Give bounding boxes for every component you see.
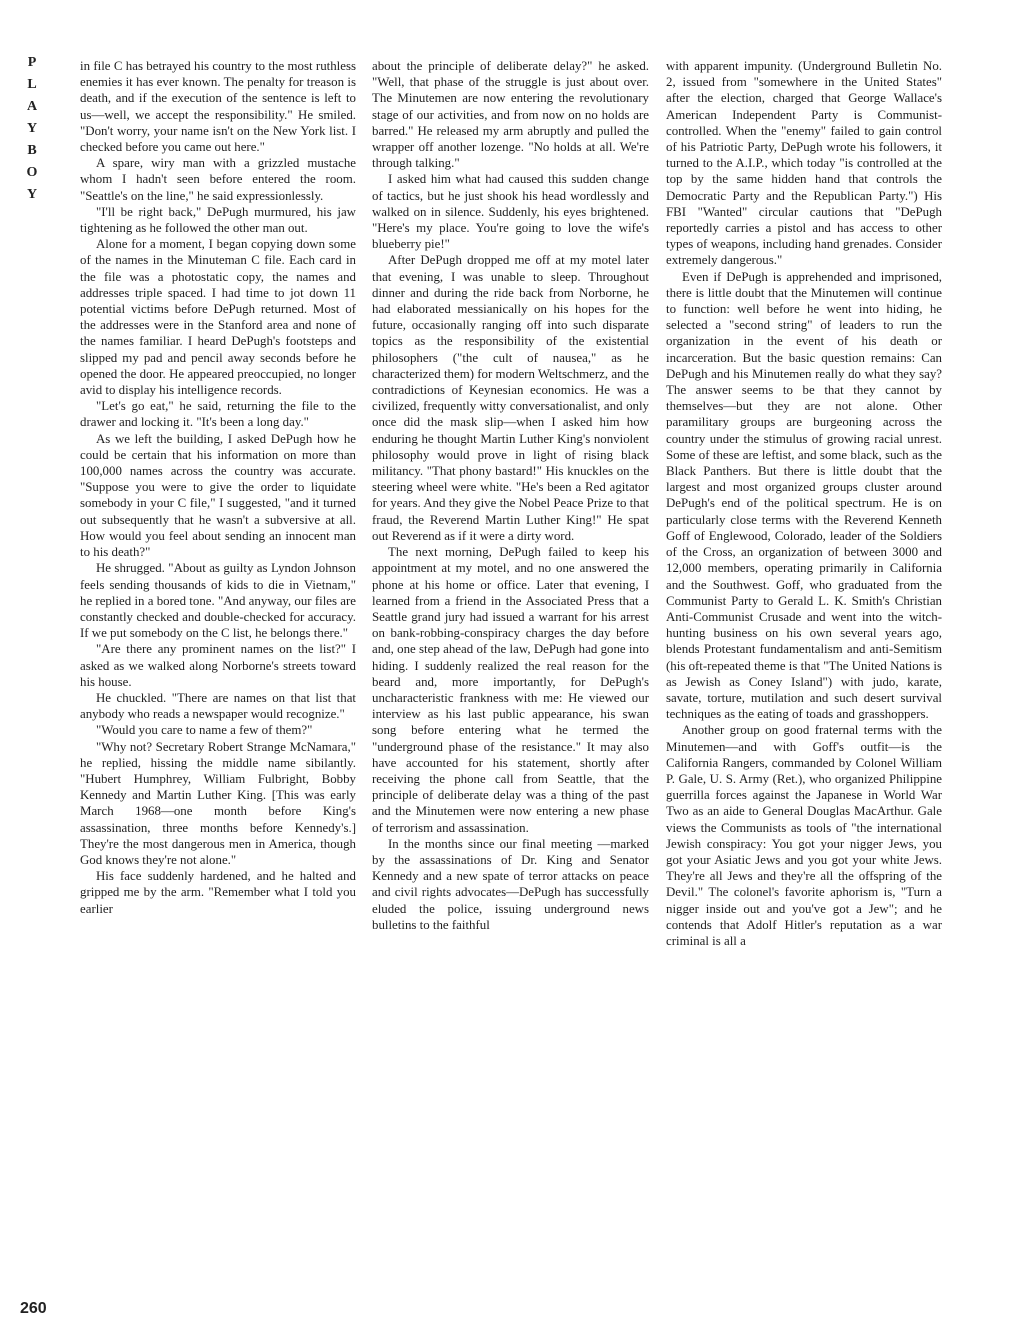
paragraph: The next morning, DePugh failed to keep his appointment at my motel, and no one answered the phone at his home or office. Later that evening, I learned from a friend in the Associated Press that a Seattle grand jury had issued a warrant for his arrest on bank-robbing-conspiracy charges the day before and, one step ahead of the law, DePugh had gone into hiding. I suddenly realized the real reason for the beard and, more importantly, for DePugh's uncharacteristic frankness with me: He viewed our interview as his last public appearance, his swan song before entering what he termed the "underground phase of the resistance." It may also have accounted for his statement, shortly after receiving the phone call from Seattle, that the principle of deliberate delay was a thing of the past and the Minutemen were now entering a new phase of terrorism and assassination. (372, 545, 649, 835)
paragraph: "Let's go eat," he said, returning the file to the drawer and locking it. "It's been a long day." (80, 399, 356, 430)
paragraph: After DePugh dropped me off at my motel later that evening, I was unable to sleep. Throughout dinner and during the ride back from Norborne, he had elaborated messianically on his hopes for the future, occasionally ranging off into such disparate topics as the responsibility of the existential philosophers ("the cult of nausea," as he characterized them) for modern Weltschmerz, and the contradictions of Keynesian economics. He was a civilized, frequently witty conversationalist, and only once did the mask slip—when I asked him how enduring he thought Martin Luther King's nonviolent philosophy would prove in light of rising black militancy. "That phony bastard!" His knuckles on the steering wheel were white. "He's been a Red agitator for years. And they give the Nobel Peace Prize to that fraud, the Reverend Martin Luther King!" He spat out Reverend as if it were a dirty word. (372, 253, 649, 543)
running-head-magazine: P L A Y B O Y (26, 55, 38, 202)
paragraph: In the months since our final meeting —marked by the assassinations of Dr. King and Senator Kennedy and a new spate of terror attacks on peace and civil rights advocates—DePugh has successfully eluded the police, issuing underground news bulletins to the faithful (372, 836, 649, 932)
text-column-1 (80, 58, 356, 1308)
paragraph: "Would you care to name a few of them?" (96, 723, 313, 738)
page-number: 260 (20, 1300, 47, 1317)
text-column-2 (372, 58, 649, 1308)
text-column-3 (666, 58, 942, 1308)
paragraph: As we left the building, I asked DePugh how he could be certain that his information on more than 100,000 names across the country was accurate. "Suppose you were to give the order to liquidate somebody in your C file," I suggested, "and it turned out subsequently that he wasn't a subversive at all. How would you feel about sending an innocent man to his death?" (80, 431, 356, 560)
paragraph: I asked him what had caused this sudden change of tactics, but he just shook his head wordlessly and walked on in silence. Suddenly, his eyes brightened. "Here's my place. You're going to love the wife's blueberry pie!" (372, 172, 649, 252)
paragraph: A spare, wiry man with a grizzled mustache whom I hadn't seen before entered the room. "Seattle's on the line," he said expressionlessly. (80, 156, 356, 203)
paragraph: Even if DePugh is apprehended and imprisoned, there is little doubt that the Minutemen will continue to function: well before he went into hiding, he selected a "second string" of leaders to run the organization in the event of his death or incarceration. But the basic question remains: Can DePugh and his Minutemen really do what they say? The answer seems to be that they cannot by themselves—but they are not alone. Other paramilitary groups are burgeoning across the country under the stimulus of growing racial unrest. Some of these are leftist, and some black, such as the Black Panthers. But there is little doubt that the largest and most organized groups cluster around DePugh's end of the political spectrum. He is on particularly close terms with the Reverend Kenneth Goff of Englewood, Colorado, leader of the Soldiers of the Cross, an organization of between 3000 and 12,000 members, operating primarily in California and the Southwest. Goff, who graduated from the Communist Party to Gerald L. K. Smith's Christian Anti-Communist Crusade and went into the witch-hunting business on his own several years ago, blends Protestant fundamentalism and anti-Semitism (his oft-repeated theme is that "The United Nations is as Jewish as Coney Island") with judo, karate, savate, torture, mutilation and such desert survival techniques as the eating of toads and grasshoppers. (666, 269, 942, 722)
paragraph: "I'll be right back," DePugh murmured, his jaw tightening as he followed the other man out. (80, 204, 356, 236)
paragraph: His face suddenly hardened, and he halted and gripped me by the arm. "Remember what I told you earlier (80, 869, 356, 916)
paragraph: in file C has betrayed his country to the most ruthless enemies it has ever known. The penalty for treason is death, and if the execution of the sentence is left to us—well, we accept the responsibility." He smiled. "Don't worry, your name isn't on the New York list. I checked before you came out here." (80, 59, 356, 155)
paragraph: about the principle of deliberate delay?" he asked. "Well, that phase of the struggle is just about over. The Minutemen are now entering the revolutionary stage of our activities, and from now on no holds are barred." He released my arm abruptly and pulled the wrapper off another lozenge. "No holds at all. We're through talking." (372, 59, 649, 171)
paragraph: Another group on good fraternal terms with the Minutemen—and with Goff's outfit—is the California Rangers, commanded by Colonel William P. Gale, U. S. Army (Ret.), who organized Philippine guerrilla forces against the Japanese in World War Two as an aide to General Douglas MacArthur. Gale views the Communists as tools of "the international Jewish conspiracy: You got your nigger Jews, you got your Asiatic Jews and you got your white Jews. They're all Jews and they're all the offspring of the Devil." The colonel's favorite aphorism is, "Turn a nigger inside out and you've got a Jew"; and he contends that Adolf Hitler's reputation as a war criminal is all a (666, 723, 942, 948)
paragraph: He shrugged. "About as guilty as Lyndon Johnson feels sending thousands of kids to die in Vietnam," he replied in a bored tone. "And anyway, our files are constantly checked and double-checked for accuracy. If we put somebody on the C list, he belongs there." (80, 561, 356, 641)
paragraph: Alone for a moment, I began copying down some of the names in the Minuteman C file. Each card in the file was a photostatic copy, the names and addresses triple spaced. I had time to jot down 11 potential victims before DePugh returned. Most of the addresses were in the Stanford area and none of the names familiar. I heard DePugh's footsteps and slipped my pad and pencil away seconds before he opened the door. He appeared preoccupied, no longer avid to display his intelligence records. (80, 237, 356, 398)
paragraph: "Why not? Secretary Robert Strange McNamara," he replied, hissing the middle name sibilantly. "Hubert Humphrey, William Fulbright, Bobby Kennedy and Martin Luther King. [This was early March 1968—one month before King's assassination, three months before Kennedy's.] They're the most dangerous men in America, though God knows they're not alone." (80, 739, 356, 867)
paragraph: with apparent impunity. (Underground Bulletin No. 2, issued from "somewhere in the United States" after the election, charged that George Wallace's American Independent Party is Communist-controlled. When the "enemy" failed to gain control of his Patriotic Party, DePugh wrote his followers, it turned to the A.I.P., which today "is controlled at the top by the same hidden hand that controls the Democratic Party and the Republican Party.") His FBI "Wanted" circular cautions that "DePugh reportedly carries a pistol and has access to other types of weapons, including hand grenades. Consider extremely dangerous." (666, 59, 942, 268)
paragraph: He chuckled. "There are names on that list that anybody who reads a newspaper would recognize." (80, 690, 356, 722)
paragraph: "Are there any prominent names on the list?" I asked as we walked along Norborne's streets toward his house. (80, 642, 356, 689)
